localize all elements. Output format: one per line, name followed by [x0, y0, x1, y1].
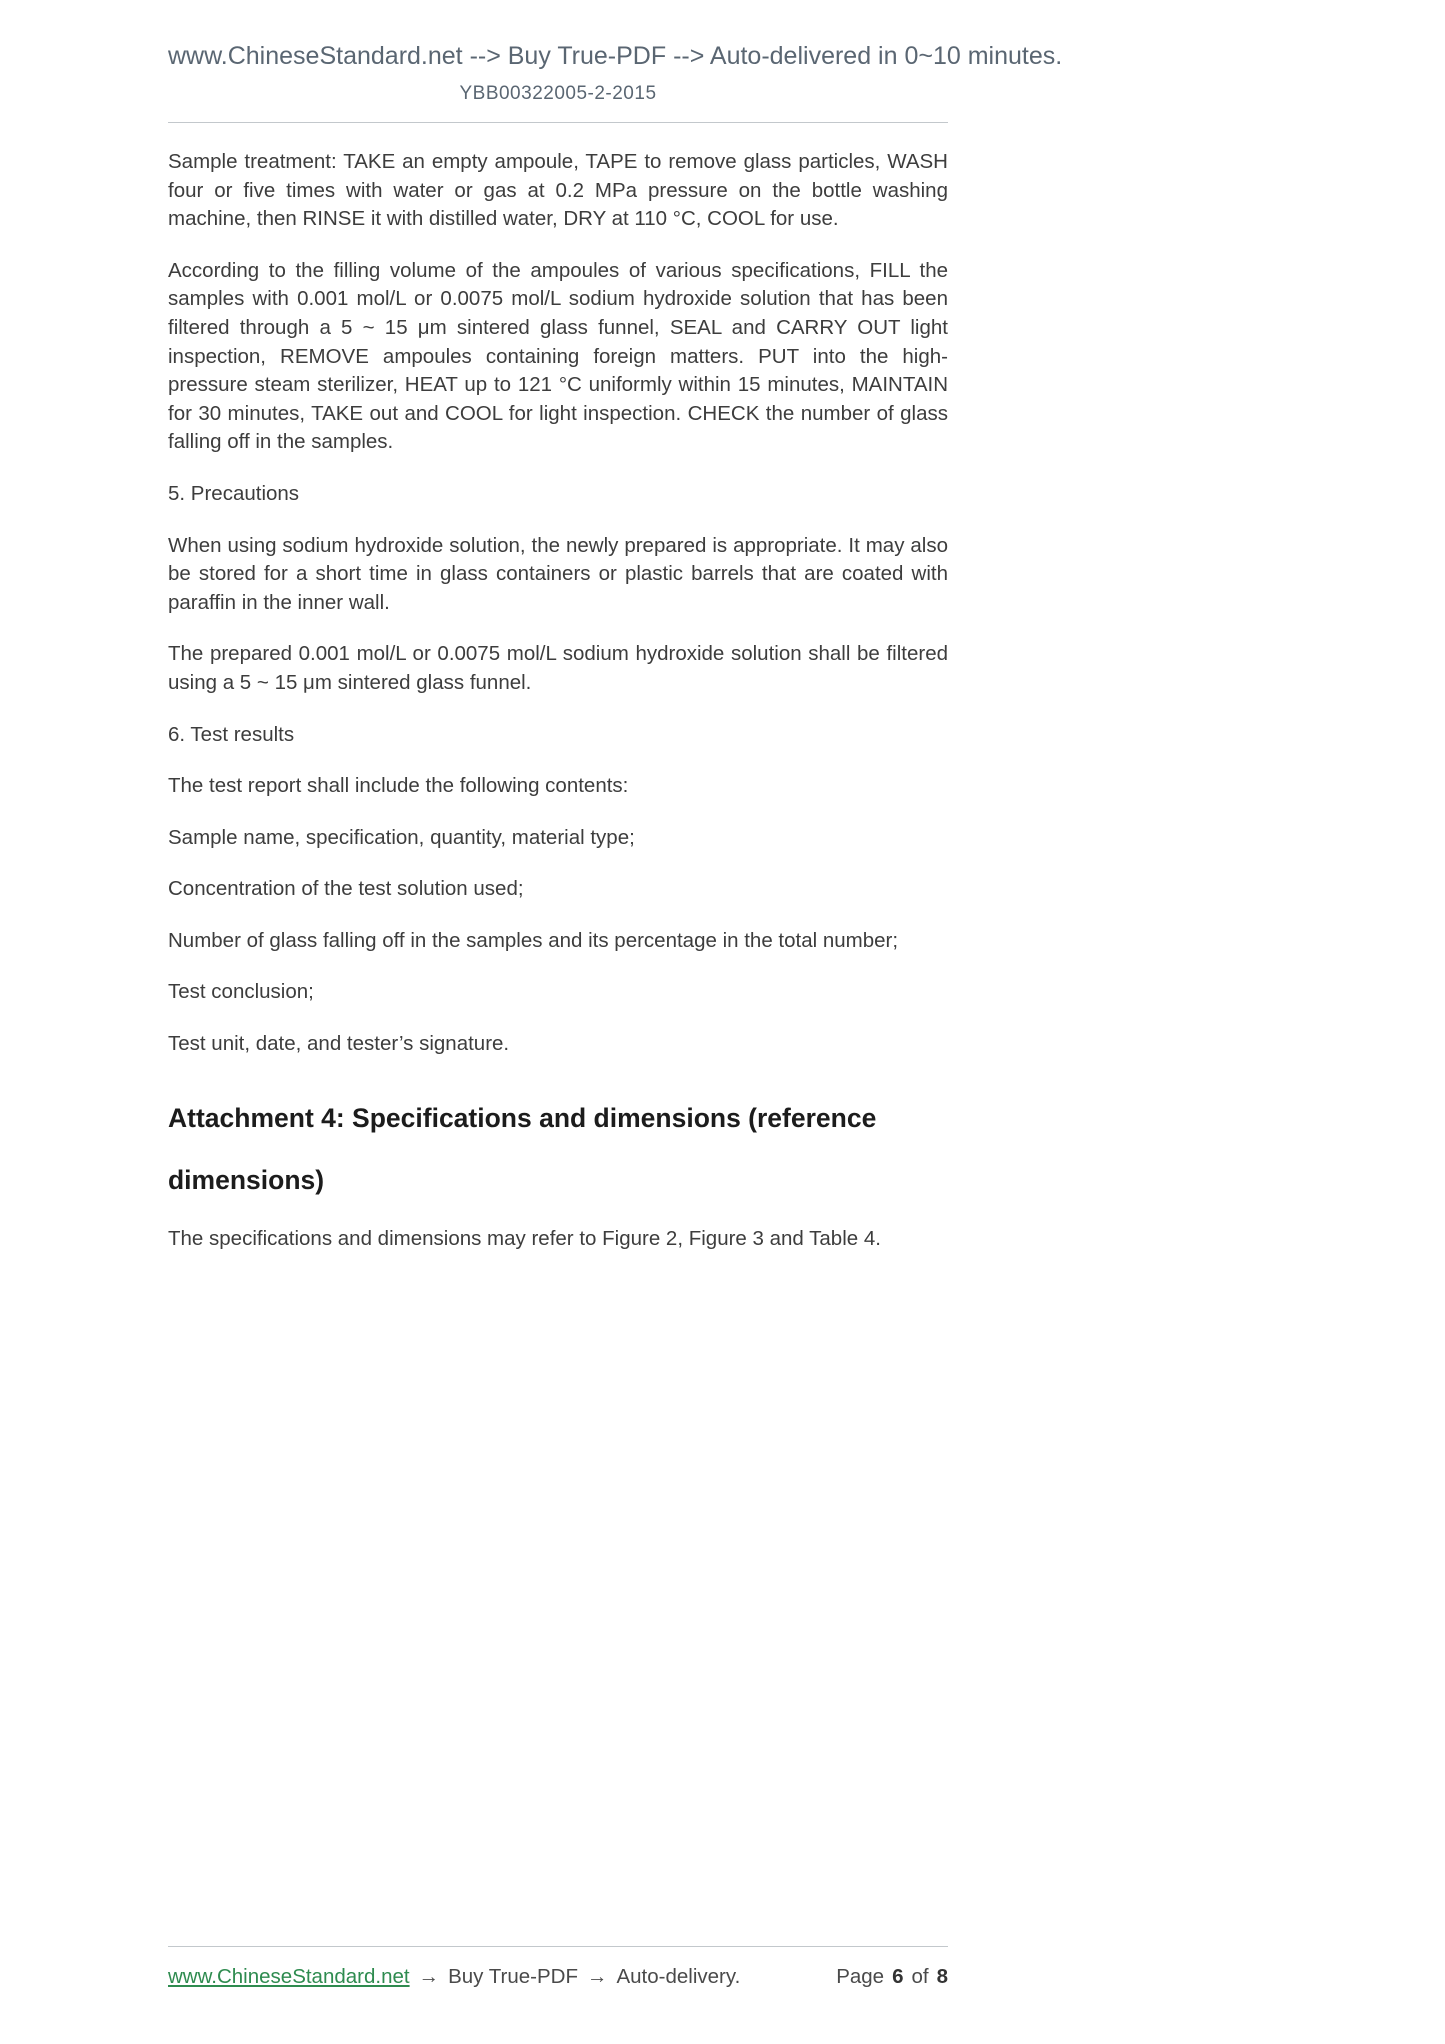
section-label-test-results: 6. Test results [168, 722, 295, 746]
list-line-concentration: Concentration of the test solution used; [168, 877, 524, 901]
paragraph-filling-volume: According to the filling volume of the ampoules of various specifications, FILL the samples with 0.001 mol/L or 0.0075 mol/L sodium hydroxide solution that has been filtered through a 5 ~ 15 μm sintered glass funnel, SEAL and CARRY OUT light inspection, REMOVE ampoules containing foreign matters. PUT into the high-pressure steam sterilizer, HEAT up to 121 °C uniformly within 15 minutes, MAINTAIN for 30 minutes, TAKE out and COOL for light inspection. CHECK the number of glass falling off in the samples. [168, 258, 948, 454]
list-line-test-conclusion: Test conclusion; [168, 980, 314, 1004]
of-word: of [911, 1965, 929, 1988]
footer-row [168, 1965, 948, 1989]
list-line-test-unit: Test unit, date, and tester’s signature. [168, 1032, 510, 1056]
page-word: Page [836, 1965, 885, 1988]
header-tagline: www.ChineseStandard.net --> Buy True-PDF --> Auto-delivered in 0~10 minutes. [168, 42, 1063, 70]
paragraph-report-intro: The test report shall include the following contents: [168, 774, 629, 798]
footer-site-link[interactable]: www.ChineseStandard.net [168, 1965, 410, 1988]
arrow-right-icon: → [586, 1965, 608, 1988]
total-page-number: 8 [936, 1965, 948, 1988]
footer-divider [168, 1946, 948, 1947]
footer-buy-text: Buy True-PDF [448, 1965, 578, 1988]
paragraph-sodium-hydroxide: When using sodium hydroxide solution, the newly prepared is appropriate. It may also be stored for a short time in glass containers or plastic barrels that are coated with paraffin in the inner wall. [168, 533, 948, 614]
page-indicator [836, 1965, 948, 1989]
header-divider [168, 122, 948, 123]
footer-left-group [168, 1965, 740, 1989]
content-column [168, 0, 1063, 1276]
attachment-heading: Attachment 4: Specifications and dimensions (reference dimensions) [168, 1102, 877, 1195]
paragraph-sample-treatment: Sample treatment: TAKE an empty ampoule, TAPE to remove glass particles, WASH four or five times with water or gas at 0.2 MPa pressure on the bottle washing machine, then RINSE it with distilled water, DRY at 110 °C, COOL for use. [168, 150, 948, 231]
paragraph-closing: The specifications and dimensions may refer to Figure 2, Figure 3 and Table 4. [168, 1226, 881, 1250]
section-label-precautions: 5. Precautions [168, 481, 300, 505]
document-footer [168, 1946, 948, 1989]
footer-delivery-text: Auto-delivery. [616, 1965, 741, 1988]
document-header [168, 42, 1063, 105]
current-page-number: 6 [892, 1965, 904, 1988]
paragraph-prepared-solution: The prepared 0.001 mol/L or 0.0075 mol/L sodium hydroxide solution shall be filtered using a 5 ~ 15 μm sintered glass funnel. [168, 642, 948, 694]
header-doc-number: YBB00322005-2-2015 [459, 83, 657, 104]
arrow-right-icon: → [418, 1965, 440, 1988]
list-line-glass-falling: Number of glass falling off in the samples and its percentage in the total number; [168, 928, 899, 952]
list-line-sample-name: Sample name, specification, quantity, material type; [168, 825, 635, 849]
document-body [168, 148, 948, 1253]
